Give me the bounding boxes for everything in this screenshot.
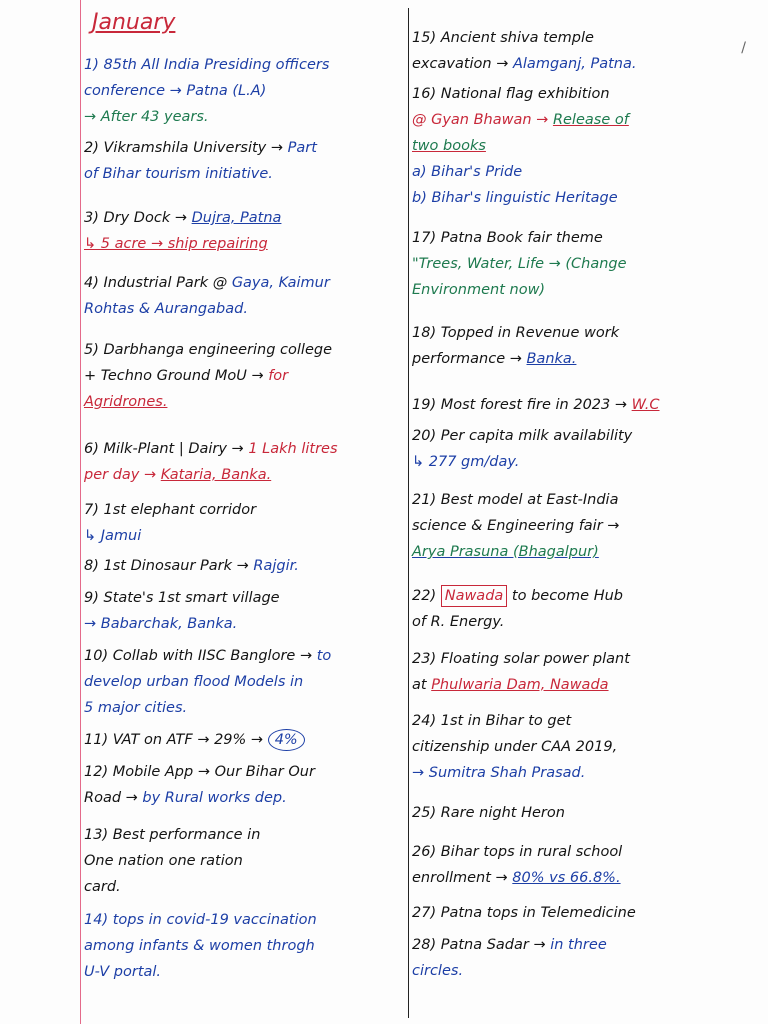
margin-line: [80, 0, 81, 1024]
note-entry-e6: [84, 436, 338, 488]
note-entry-e21: [412, 487, 619, 565]
note-text: b) Bihar's linguistic Heritage: [412, 190, 618, 206]
note-entry-e2: [84, 135, 317, 187]
note-line: [84, 52, 329, 78]
note-text: 16) National flag exhibition: [412, 86, 610, 102]
note-entry-e23: [412, 646, 630, 698]
note-text: two books: [412, 138, 486, 154]
note-text: 25) Rare night Heron: [412, 805, 565, 821]
note-text: 18) Topped in Revenue work: [412, 325, 620, 341]
note-text: ↳ Jamui: [84, 528, 142, 544]
note-line: [412, 107, 629, 133]
note-line: [84, 611, 280, 637]
note-line: [412, 760, 617, 786]
note-line: [84, 270, 330, 296]
note-line: [84, 523, 256, 549]
note-line: [412, 958, 607, 984]
note-line: [412, 346, 619, 372]
note-line: [412, 81, 629, 107]
note-text: excavation →: [412, 56, 513, 72]
note-line: [412, 251, 627, 277]
page-title: January: [92, 10, 176, 35]
note-line: [412, 800, 565, 826]
note-text: 1 Lakh litres: [248, 441, 338, 457]
note-line: [84, 231, 281, 257]
note-entry-e26: [412, 839, 622, 891]
note-entry-e8: [84, 553, 299, 579]
note-text: of Bihar tourism initiative.: [84, 166, 273, 182]
column-divider: [408, 8, 409, 1018]
note-line: [84, 296, 330, 322]
note-line: [412, 487, 619, 513]
note-text: 15) Ancient shiva temple: [412, 30, 594, 46]
note-entry-e24: [412, 708, 617, 786]
note-text: 17) Patna Book fair theme: [412, 230, 603, 246]
note-text: → After 43 years.: [84, 109, 209, 125]
note-text: W.C: [631, 397, 660, 413]
note-line: [412, 449, 632, 475]
note-text: Part: [287, 140, 317, 156]
note-line: [412, 51, 636, 77]
note-text: Banka.: [526, 351, 577, 367]
note-entry-e12: [84, 759, 315, 811]
note-line: [412, 839, 622, 865]
note-text: among infants & women throgh: [84, 938, 315, 954]
note-text: 3) Dry Dock →: [84, 210, 192, 226]
note-text: ↳ 277 gm/day.: [412, 454, 520, 470]
note-line: [84, 462, 338, 488]
note-line: [412, 25, 636, 51]
note-text: per day →: [84, 467, 161, 483]
note-line: [84, 205, 281, 231]
note-text: Rajgir.: [253, 558, 299, 574]
note-text: to: [316, 648, 332, 664]
note-text: Rohtas & Aurangabad.: [84, 301, 248, 317]
note-entry-e1: [84, 52, 329, 130]
note-text: science & Engineering fair →: [412, 518, 620, 534]
note-text: 10) Collab with IISC Banglore →: [84, 648, 317, 664]
note-line: [412, 185, 629, 211]
note-text: Kataria, Banka.: [160, 467, 272, 483]
note-line: [84, 822, 260, 848]
note-line: [84, 135, 317, 161]
note-text: Release of: [552, 112, 629, 128]
note-entry-e17: [412, 225, 627, 303]
note-text: Alamganj, Patna.: [512, 56, 637, 72]
note-text: 23) Floating solar power plant: [412, 651, 630, 667]
note-line: [84, 337, 332, 363]
note-entry-e22: [412, 583, 623, 635]
note-text: "Trees, Water, Life → (Change: [412, 256, 627, 272]
note-text: card.: [84, 879, 121, 895]
note-entry-e15: [412, 25, 636, 77]
note-line: [84, 363, 332, 389]
note-text: of R. Energy.: [412, 614, 505, 630]
note-text: 7) 1st elephant corridor: [84, 502, 257, 518]
note-text: Dujra, Patna: [191, 210, 282, 226]
note-line: [84, 933, 317, 959]
note-entry-e13: [84, 822, 260, 900]
note-text: circles.: [412, 963, 464, 979]
note-line: [84, 643, 331, 669]
note-text: 5 major cities.: [84, 700, 188, 716]
note-text: a) Bihar's Pride: [412, 164, 523, 180]
note-text: for: [268, 368, 289, 384]
note-text: One nation one ration: [84, 853, 243, 869]
note-entry-e27: [412, 900, 636, 926]
note-line: [84, 104, 329, 130]
note-text: develop urban flood Models in: [84, 674, 304, 690]
note-text: 12) Mobile App → Our Bihar Our: [84, 764, 315, 780]
note-text: enrollment →: [412, 870, 513, 886]
note-text: 21) Best model at East-India: [412, 492, 619, 508]
note-text: @ Gyan Bhawan →: [412, 112, 553, 128]
note-text: Phulwaria Dam, Nawada: [431, 677, 609, 693]
note-text: ↳ 5 acre → ship repairing: [84, 236, 268, 252]
note-line: [412, 539, 619, 565]
note-text: Gaya, Kaimur: [231, 275, 330, 291]
note-line: [84, 727, 305, 753]
note-text: 13) Best performance in: [84, 827, 261, 843]
note-entry-e16: [412, 81, 629, 211]
note-text: 5) Darbhanga engineering college: [84, 342, 332, 358]
note-line: [412, 320, 619, 346]
note-text: performance →: [412, 351, 527, 367]
note-line: [412, 672, 630, 698]
note-line: [412, 583, 623, 609]
note-line: [412, 225, 627, 251]
note-text: 19) Most forest fire in 2023 →: [412, 397, 632, 413]
note-text: 11) VAT on ATF → 29% →: [84, 732, 268, 748]
note-text: Agridrones.: [84, 394, 168, 410]
note-entry-e18: [412, 320, 619, 372]
note-entry-e25: [412, 800, 565, 826]
note-entry-e14: [84, 907, 317, 985]
note-text: Arya Prasuna (Bhagalpur): [412, 544, 599, 560]
note-line: [412, 932, 607, 958]
note-entry-e5: [84, 337, 332, 415]
note-entry-e4: [84, 270, 330, 322]
note-entry-e19: [412, 392, 660, 418]
note-text: 26) Bihar tops in rural school: [412, 844, 623, 860]
note-text: Road →: [84, 790, 143, 806]
note-text: 9) State's 1st smart village: [84, 590, 280, 606]
note-text: citizenship under CAA 2019,: [412, 739, 618, 755]
note-text: → Sumitra Shah Prasad.: [412, 765, 586, 781]
note-line: [84, 497, 256, 523]
note-line: [84, 959, 317, 985]
note-line: [84, 785, 315, 811]
note-entry-e7: [84, 497, 256, 549]
note-text: 27) Patna tops in Telemedicine: [412, 905, 636, 921]
circled-value: 4%: [268, 729, 305, 751]
note-line: [84, 78, 329, 104]
note-text: to become Hub: [507, 588, 623, 604]
note-text: + Techno Ground MoU →: [84, 368, 269, 384]
note-text: 8) 1st Dinosaur Park →: [84, 558, 254, 574]
note-line: [84, 585, 280, 611]
note-line: [412, 646, 630, 672]
note-line: [84, 759, 315, 785]
note-text: in three: [550, 937, 607, 953]
note-line: [412, 133, 629, 159]
note-text: 4) Industrial Park @: [84, 275, 232, 291]
note-entry-e10: [84, 643, 331, 721]
note-text: 80% vs 66.8%.: [512, 870, 621, 886]
note-text: 14) tops in covid-19 vaccination: [84, 912, 317, 928]
note-text: Environment now): [412, 282, 546, 298]
note-entry-e20: [412, 423, 632, 475]
note-entry-e9: [84, 585, 280, 637]
boxed-word: Nawada: [441, 585, 508, 607]
note-line: [412, 609, 623, 635]
note-text: by Rural works dep.: [142, 790, 287, 806]
note-line: [412, 708, 617, 734]
note-text: at: [412, 677, 432, 693]
note-line: [84, 161, 317, 187]
note-text: U-V portal.: [84, 964, 162, 980]
note-line: [412, 734, 617, 760]
note-text: 6) Milk-Plant | Dairy →: [84, 441, 249, 457]
corner-mark: /: [741, 40, 746, 56]
note-line: [84, 695, 331, 721]
note-line: [84, 553, 299, 579]
note-line: [412, 865, 622, 891]
note-text: conference → Patna (L.A): [84, 83, 267, 99]
note-line: [412, 392, 660, 418]
note-text: 22): [412, 588, 441, 604]
note-line: [412, 277, 627, 303]
note-line: [84, 907, 317, 933]
note-entry-e28: [412, 932, 607, 984]
note-line: [84, 848, 260, 874]
note-text: → Babarchak, Banka.: [84, 616, 238, 632]
note-line: [84, 669, 331, 695]
note-line: [84, 389, 332, 415]
note-entry-e3: [84, 205, 281, 257]
note-line: [412, 423, 632, 449]
note-text: 20) Per capita milk availability: [412, 428, 633, 444]
note-line: [84, 436, 338, 462]
note-line: [412, 513, 619, 539]
note-line: [412, 900, 636, 926]
note-entry-e11: [84, 727, 305, 753]
note-text: 2) Vikramshila University →: [84, 140, 288, 156]
note-line: [84, 874, 260, 900]
note-text: 28) Patna Sadar →: [412, 937, 551, 953]
note-text: 1) 85th All India Presiding officers: [84, 57, 330, 73]
note-text: 24) 1st in Bihar to get: [412, 713, 572, 729]
note-line: [412, 159, 629, 185]
